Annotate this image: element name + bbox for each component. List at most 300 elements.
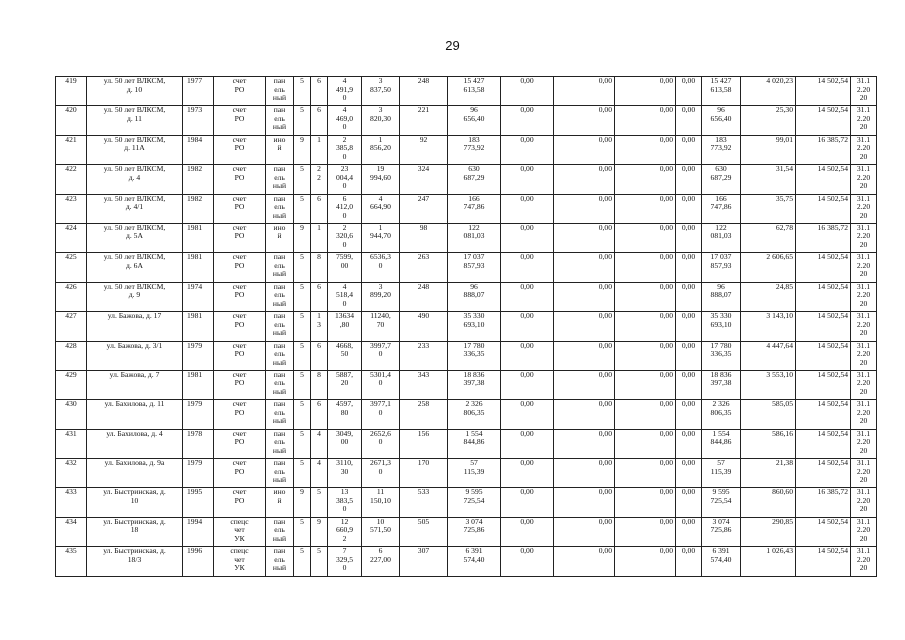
fund-method-cell: счет РО (214, 223, 266, 252)
floors-cell: 5 (294, 312, 311, 341)
floors-cell: 5 (294, 517, 311, 546)
fund-method-cell: спецс чет УК (214, 517, 266, 546)
living-area-cell: 19 994,60 (362, 165, 400, 194)
fund-method-cell: счет РО (214, 194, 266, 223)
residents-cell: 263 (400, 253, 448, 282)
address-cell: ул. 50 лет ВЛКСМ, д. 6А (87, 253, 183, 282)
row-number: 428 (56, 341, 87, 370)
floors-cell: 5 (294, 400, 311, 429)
year-cell: 1982 (183, 165, 214, 194)
floors-cell: 9 (294, 488, 311, 517)
year-cell: 1996 (183, 547, 214, 576)
cost-cell: 122 081,03 (448, 223, 501, 252)
residents-cell: 343 (400, 370, 448, 399)
floors-cell: 5 (294, 194, 311, 223)
limit-cell: 14 502,54 (796, 165, 851, 194)
total-area-cell: 4 518,4 0 (328, 282, 362, 311)
residents-cell: 98 (400, 223, 448, 252)
date-cell: 31.1 2.20 20 (851, 135, 877, 164)
housing-registry-table (55, 76, 877, 577)
date-cell: 31.1 2.20 20 (851, 429, 877, 458)
zero-amount-cell: 0,00 (676, 165, 702, 194)
date-cell: 31.1 2.20 20 (851, 253, 877, 282)
total-area-cell: 3049, 00 (328, 429, 362, 458)
year-cell: 1984 (183, 135, 214, 164)
cost-cell: 96 888,07 (448, 282, 501, 311)
wall-material-cell: пан ель ный (266, 517, 294, 546)
zero-amount-cell: 0,00 (615, 77, 676, 106)
cost-cell: 15 427 613,58 (448, 77, 501, 106)
cost-cell: 6 391 574,40 (448, 547, 501, 576)
row-number: 419 (56, 77, 87, 106)
cost-total-cell: 6 391 574,40 (702, 547, 741, 576)
address-cell: ул. Быстринская, д. 10 (87, 488, 183, 517)
cost-cell: 3 074 725,86 (448, 517, 501, 546)
date-cell: 31.1 2.20 20 (851, 341, 877, 370)
zero-amount-cell: 0,00 (554, 106, 615, 135)
zero-amount-cell: 0,00 (615, 341, 676, 370)
cost-per-m2-cell: 35,75 (741, 194, 796, 223)
wall-material-cell: ино й (266, 488, 294, 517)
zero-amount-cell: 0,00 (554, 312, 615, 341)
limit-cell: 14 502,54 (796, 341, 851, 370)
wall-material-cell: пан ель ный (266, 370, 294, 399)
zero-amount-cell: 0,00 (501, 400, 554, 429)
address-cell: ул. Бажова, д. 3/1 (87, 341, 183, 370)
cost-total-cell: 122 081,03 (702, 223, 741, 252)
fund-method-cell: счет РО (214, 400, 266, 429)
date-cell: 31.1 2.20 20 (851, 370, 877, 399)
year-cell: 1982 (183, 194, 214, 223)
cost-cell: 9 595 725,54 (448, 488, 501, 517)
cost-total-cell: 166 747,86 (702, 194, 741, 223)
cost-total-cell: 35 330 693,10 (702, 312, 741, 341)
cost-per-m2-cell: 24,85 (741, 282, 796, 311)
living-area-cell: 10 571,50 (362, 517, 400, 546)
entrances-cell: 6 (311, 106, 328, 135)
zero-amount-cell: 0,00 (615, 312, 676, 341)
zero-amount-cell: 0,00 (501, 253, 554, 282)
year-cell: 1981 (183, 253, 214, 282)
limit-cell: 14 502,54 (796, 370, 851, 399)
year-cell: 1981 (183, 312, 214, 341)
fund-method-cell: счет РО (214, 77, 266, 106)
cost-cell: 17 780 336,35 (448, 341, 501, 370)
total-area-cell: 4668, 50 (328, 341, 362, 370)
zero-amount-cell: 0,00 (501, 282, 554, 311)
fund-method-cell: счет РО (214, 429, 266, 458)
residents-cell: 156 (400, 429, 448, 458)
zero-amount-cell: 0,00 (676, 370, 702, 399)
zero-amount-cell: 0,00 (615, 400, 676, 429)
date-cell: 31.1 2.20 20 (851, 77, 877, 106)
total-area-cell: 2 320,6 0 (328, 223, 362, 252)
address-cell: ул. Бажова, д. 7 (87, 370, 183, 399)
zero-amount-cell: 0,00 (615, 135, 676, 164)
wall-material-cell: пан ель ный (266, 77, 294, 106)
table-row (56, 370, 877, 399)
row-number: 427 (56, 312, 87, 341)
entrances-cell: 6 (311, 194, 328, 223)
entrances-cell: 1 (311, 135, 328, 164)
limit-cell: 14 502,54 (796, 282, 851, 311)
cost-cell: 96 656,40 (448, 106, 501, 135)
address-cell: ул. Быстринская, д. 18/3 (87, 547, 183, 576)
living-area-cell: 1 944,70 (362, 223, 400, 252)
wall-material-cell: пан ель ный (266, 194, 294, 223)
year-cell: 1994 (183, 517, 214, 546)
date-cell: 31.1 2.20 20 (851, 488, 877, 517)
living-area-cell: 11240, 70 (362, 312, 400, 341)
zero-amount-cell: 0,00 (615, 488, 676, 517)
address-cell: ул. 50 лет ВЛКСМ, д. 11 (87, 106, 183, 135)
residents-cell: 533 (400, 488, 448, 517)
fund-method-cell: счет РО (214, 135, 266, 164)
zero-amount-cell: 0,00 (554, 517, 615, 546)
wall-material-cell: пан ель ный (266, 341, 294, 370)
cost-per-m2-cell: 860,60 (741, 488, 796, 517)
cost-total-cell: 1 554 844,86 (702, 429, 741, 458)
zero-amount-cell: 0,00 (501, 135, 554, 164)
cost-per-m2-cell: 585,05 (741, 400, 796, 429)
zero-amount-cell: 0,00 (676, 488, 702, 517)
entrances-cell: 6 (311, 282, 328, 311)
row-number: 421 (56, 135, 87, 164)
year-cell: 1979 (183, 459, 214, 488)
floors-cell: 5 (294, 547, 311, 576)
address-cell: ул. 50 лет ВЛКСМ, д. 5А (87, 223, 183, 252)
zero-amount-cell: 0,00 (615, 282, 676, 311)
residents-cell: 307 (400, 547, 448, 576)
cost-total-cell: 2 326 806,35 (702, 400, 741, 429)
address-cell: ул. 50 лет ВЛКСМ, д. 11А (87, 135, 183, 164)
cost-cell: 166 747,86 (448, 194, 501, 223)
cost-per-m2-cell: 4 447,64 (741, 341, 796, 370)
zero-amount-cell: 0,00 (501, 165, 554, 194)
total-area-cell: 12 660,9 2 (328, 517, 362, 546)
zero-amount-cell: 0,00 (501, 341, 554, 370)
residents-cell: 233 (400, 341, 448, 370)
zero-amount-cell: 0,00 (501, 370, 554, 399)
zero-amount-cell: 0,00 (676, 517, 702, 546)
fund-method-cell: счет РО (214, 488, 266, 517)
residents-cell: 258 (400, 400, 448, 429)
residents-cell: 247 (400, 194, 448, 223)
zero-amount-cell: 0,00 (676, 400, 702, 429)
zero-amount-cell: 0,00 (501, 223, 554, 252)
zero-amount-cell: 0,00 (554, 400, 615, 429)
limit-cell: 14 502,54 (796, 400, 851, 429)
floors-cell: 9 (294, 135, 311, 164)
zero-amount-cell: 0,00 (554, 341, 615, 370)
cost-per-m2-cell: 3 143,10 (741, 312, 796, 341)
cost-per-m2-cell: 290,85 (741, 517, 796, 546)
date-cell: 31.1 2.20 20 (851, 194, 877, 223)
entrances-cell: 6 (311, 400, 328, 429)
limit-cell: 14 502,54 (796, 253, 851, 282)
cost-per-m2-cell: 2 606,65 (741, 253, 796, 282)
date-cell: 31.1 2.20 20 (851, 400, 877, 429)
table-row (56, 547, 877, 576)
cost-cell: 1 554 844,86 (448, 429, 501, 458)
year-cell: 1973 (183, 106, 214, 135)
year-cell: 1995 (183, 488, 214, 517)
cost-per-m2-cell: 1 026,43 (741, 547, 796, 576)
table-row (56, 312, 877, 341)
address-cell: ул. 50 лет ВЛКСМ, д. 9 (87, 282, 183, 311)
cost-total-cell: 9 595 725,54 (702, 488, 741, 517)
zero-amount-cell: 0,00 (501, 517, 554, 546)
limit-cell: 16 385,72 (796, 223, 851, 252)
living-area-cell: 4 664,90 (362, 194, 400, 223)
total-area-cell: 7599, 00 (328, 253, 362, 282)
cost-per-m2-cell: 31,54 (741, 165, 796, 194)
wall-material-cell: ино й (266, 135, 294, 164)
zero-amount-cell: 0,00 (554, 77, 615, 106)
zero-amount-cell: 0,00 (676, 253, 702, 282)
residents-cell: 92 (400, 135, 448, 164)
floors-cell: 5 (294, 282, 311, 311)
wall-material-cell: ино й (266, 223, 294, 252)
cost-cell: 183 773,92 (448, 135, 501, 164)
date-cell: 31.1 2.20 20 (851, 165, 877, 194)
zero-amount-cell: 0,00 (615, 165, 676, 194)
wall-material-cell: пан ель ный (266, 429, 294, 458)
total-area-cell: 4 491,9 0 (328, 77, 362, 106)
fund-method-cell: счет РО (214, 459, 266, 488)
zero-amount-cell: 0,00 (501, 547, 554, 576)
entrances-cell: 1 3 (311, 312, 328, 341)
row-number: 425 (56, 253, 87, 282)
table-row (56, 223, 877, 252)
entrances-cell: 2 2 (311, 165, 328, 194)
total-area-cell: 5887, 20 (328, 370, 362, 399)
row-number: 435 (56, 547, 87, 576)
zero-amount-cell: 0,00 (554, 282, 615, 311)
row-number: 433 (56, 488, 87, 517)
date-cell: 31.1 2.20 20 (851, 282, 877, 311)
cost-per-m2-cell: 586,16 (741, 429, 796, 458)
fund-method-cell: счет РО (214, 165, 266, 194)
wall-material-cell: пан ель ный (266, 165, 294, 194)
cost-total-cell: 96 656,40 (702, 106, 741, 135)
zero-amount-cell: 0,00 (676, 312, 702, 341)
address-cell: ул. 50 лет ВЛКСМ, д. 10 (87, 77, 183, 106)
residents-cell: 221 (400, 106, 448, 135)
cost-total-cell: 57 115,39 (702, 459, 741, 488)
residents-cell: 248 (400, 282, 448, 311)
cost-total-cell: 17 037 857,93 (702, 253, 741, 282)
date-cell: 31.1 2.20 20 (851, 517, 877, 546)
cost-cell: 18 836 397,38 (448, 370, 501, 399)
living-area-cell: 3 820,30 (362, 106, 400, 135)
floors-cell: 5 (294, 341, 311, 370)
entrances-cell: 4 (311, 459, 328, 488)
year-cell: 1981 (183, 223, 214, 252)
zero-amount-cell: 0,00 (501, 106, 554, 135)
wall-material-cell: пан ель ный (266, 547, 294, 576)
floors-cell: 9 (294, 223, 311, 252)
row-number: 423 (56, 194, 87, 223)
fund-method-cell: счет РО (214, 253, 266, 282)
date-cell: 31.1 2.20 20 (851, 223, 877, 252)
living-area-cell: 5301,4 0 (362, 370, 400, 399)
residents-cell: 170 (400, 459, 448, 488)
zero-amount-cell: 0,00 (615, 253, 676, 282)
floors-cell: 5 (294, 459, 311, 488)
cost-total-cell: 96 888,07 (702, 282, 741, 311)
fund-method-cell: счет РО (214, 312, 266, 341)
address-cell: ул. 50 лет ВЛКСМ, д. 4 (87, 165, 183, 194)
limit-cell: 14 502,54 (796, 429, 851, 458)
cost-cell: 17 037 857,93 (448, 253, 501, 282)
wall-material-cell: пан ель ный (266, 400, 294, 429)
zero-amount-cell: 0,00 (676, 194, 702, 223)
zero-amount-cell: 0,00 (615, 223, 676, 252)
table-row (56, 341, 877, 370)
entrances-cell: 5 (311, 488, 328, 517)
living-area-cell: 1 856,20 (362, 135, 400, 164)
year-cell: 1981 (183, 370, 214, 399)
zero-amount-cell: 0,00 (615, 517, 676, 546)
address-cell: ул. Бахилова, д. 11 (87, 400, 183, 429)
table-row (56, 135, 877, 164)
zero-amount-cell: 0,00 (676, 459, 702, 488)
floors-cell: 5 (294, 106, 311, 135)
zero-amount-cell: 0,00 (554, 165, 615, 194)
cost-cell: 2 326 806,35 (448, 400, 501, 429)
year-cell: 1979 (183, 400, 214, 429)
limit-cell: 16 385,72 (796, 135, 851, 164)
address-cell: ул. Бахилова, д. 9а (87, 459, 183, 488)
zero-amount-cell: 0,00 (554, 488, 615, 517)
year-cell: 1977 (183, 77, 214, 106)
zero-amount-cell: 0,00 (676, 106, 702, 135)
living-area-cell: 3997,7 0 (362, 341, 400, 370)
zero-amount-cell: 0,00 (554, 194, 615, 223)
table-row (56, 400, 877, 429)
residents-cell: 505 (400, 517, 448, 546)
limit-cell: 16 385,72 (796, 488, 851, 517)
zero-amount-cell: 0,00 (554, 459, 615, 488)
cost-total-cell: 183 773,92 (702, 135, 741, 164)
total-area-cell: 4 469,0 0 (328, 106, 362, 135)
cost-per-m2-cell: 4 020,23 (741, 77, 796, 106)
row-number: 434 (56, 517, 87, 546)
living-area-cell: 3977,1 0 (362, 400, 400, 429)
zero-amount-cell: 0,00 (554, 223, 615, 252)
zero-amount-cell: 0,00 (554, 135, 615, 164)
address-cell: ул. 50 лет ВЛКСМ, д. 4/1 (87, 194, 183, 223)
residents-cell: 248 (400, 77, 448, 106)
address-cell: ул. Быстринская, д. 18 (87, 517, 183, 546)
table-row (56, 429, 877, 458)
entrances-cell: 6 (311, 77, 328, 106)
limit-cell: 14 502,54 (796, 517, 851, 546)
zero-amount-cell: 0,00 (676, 223, 702, 252)
row-number: 426 (56, 282, 87, 311)
wall-material-cell: пан ель ный (266, 282, 294, 311)
entrances-cell: 8 (311, 370, 328, 399)
zero-amount-cell: 0,00 (501, 459, 554, 488)
fund-method-cell: счет РО (214, 370, 266, 399)
wall-material-cell: пан ель ный (266, 459, 294, 488)
table-row (56, 459, 877, 488)
table-row (56, 106, 877, 135)
zero-amount-cell: 0,00 (554, 547, 615, 576)
entrances-cell: 1 (311, 223, 328, 252)
cost-total-cell: 17 780 336,35 (702, 341, 741, 370)
zero-amount-cell: 0,00 (501, 429, 554, 458)
fund-method-cell: спецс чет УК (214, 547, 266, 576)
limit-cell: 14 502,54 (796, 194, 851, 223)
cost-cell: 57 115,39 (448, 459, 501, 488)
total-area-cell: 6 412,0 0 (328, 194, 362, 223)
year-cell: 1974 (183, 282, 214, 311)
address-cell: ул. Бахилова, д. 4 (87, 429, 183, 458)
total-area-cell: 13634 ,80 (328, 312, 362, 341)
row-number: 432 (56, 459, 87, 488)
floors-cell: 5 (294, 429, 311, 458)
row-number: 422 (56, 165, 87, 194)
zero-amount-cell: 0,00 (501, 488, 554, 517)
zero-amount-cell: 0,00 (554, 253, 615, 282)
wall-material-cell: пан ель ный (266, 312, 294, 341)
cost-cell: 35 330 693,10 (448, 312, 501, 341)
page-number: 29 (445, 38, 460, 53)
table-row (56, 488, 877, 517)
living-area-cell: 6536,3 0 (362, 253, 400, 282)
date-cell: 31.1 2.20 20 (851, 312, 877, 341)
limit-cell: 14 502,54 (796, 312, 851, 341)
entrances-cell: 9 (311, 517, 328, 546)
year-cell: 1978 (183, 429, 214, 458)
table-row (56, 517, 877, 546)
zero-amount-cell: 0,00 (615, 429, 676, 458)
row-number: 424 (56, 223, 87, 252)
total-area-cell: 4597, 80 (328, 400, 362, 429)
zero-amount-cell: 0,00 (676, 282, 702, 311)
cost-per-m2-cell: 21,38 (741, 459, 796, 488)
cost-total-cell: 630 687,29 (702, 165, 741, 194)
floors-cell: 5 (294, 165, 311, 194)
zero-amount-cell: 0,00 (676, 547, 702, 576)
living-area-cell: 2671,3 0 (362, 459, 400, 488)
zero-amount-cell: 0,00 (615, 459, 676, 488)
total-area-cell: 2 385,8 0 (328, 135, 362, 164)
total-area-cell: 23 004,4 0 (328, 165, 362, 194)
fund-method-cell: счет РО (214, 282, 266, 311)
table-row (56, 253, 877, 282)
table-row (56, 165, 877, 194)
cost-per-m2-cell: 99,01 (741, 135, 796, 164)
zero-amount-cell: 0,00 (501, 312, 554, 341)
zero-amount-cell: 0,00 (676, 341, 702, 370)
entrances-cell: 8 (311, 253, 328, 282)
entrances-cell: 6 (311, 341, 328, 370)
cost-per-m2-cell: 3 553,10 (741, 370, 796, 399)
entrances-cell: 4 (311, 429, 328, 458)
cost-total-cell: 3 074 725,86 (702, 517, 741, 546)
zero-amount-cell: 0,00 (554, 370, 615, 399)
zero-amount-cell: 0,00 (676, 135, 702, 164)
zero-amount-cell: 0,00 (615, 370, 676, 399)
wall-material-cell: пан ель ный (266, 253, 294, 282)
total-area-cell: 13 383,5 0 (328, 488, 362, 517)
zero-amount-cell: 0,00 (554, 429, 615, 458)
fund-method-cell: счет РО (214, 106, 266, 135)
limit-cell: 14 502,54 (796, 77, 851, 106)
